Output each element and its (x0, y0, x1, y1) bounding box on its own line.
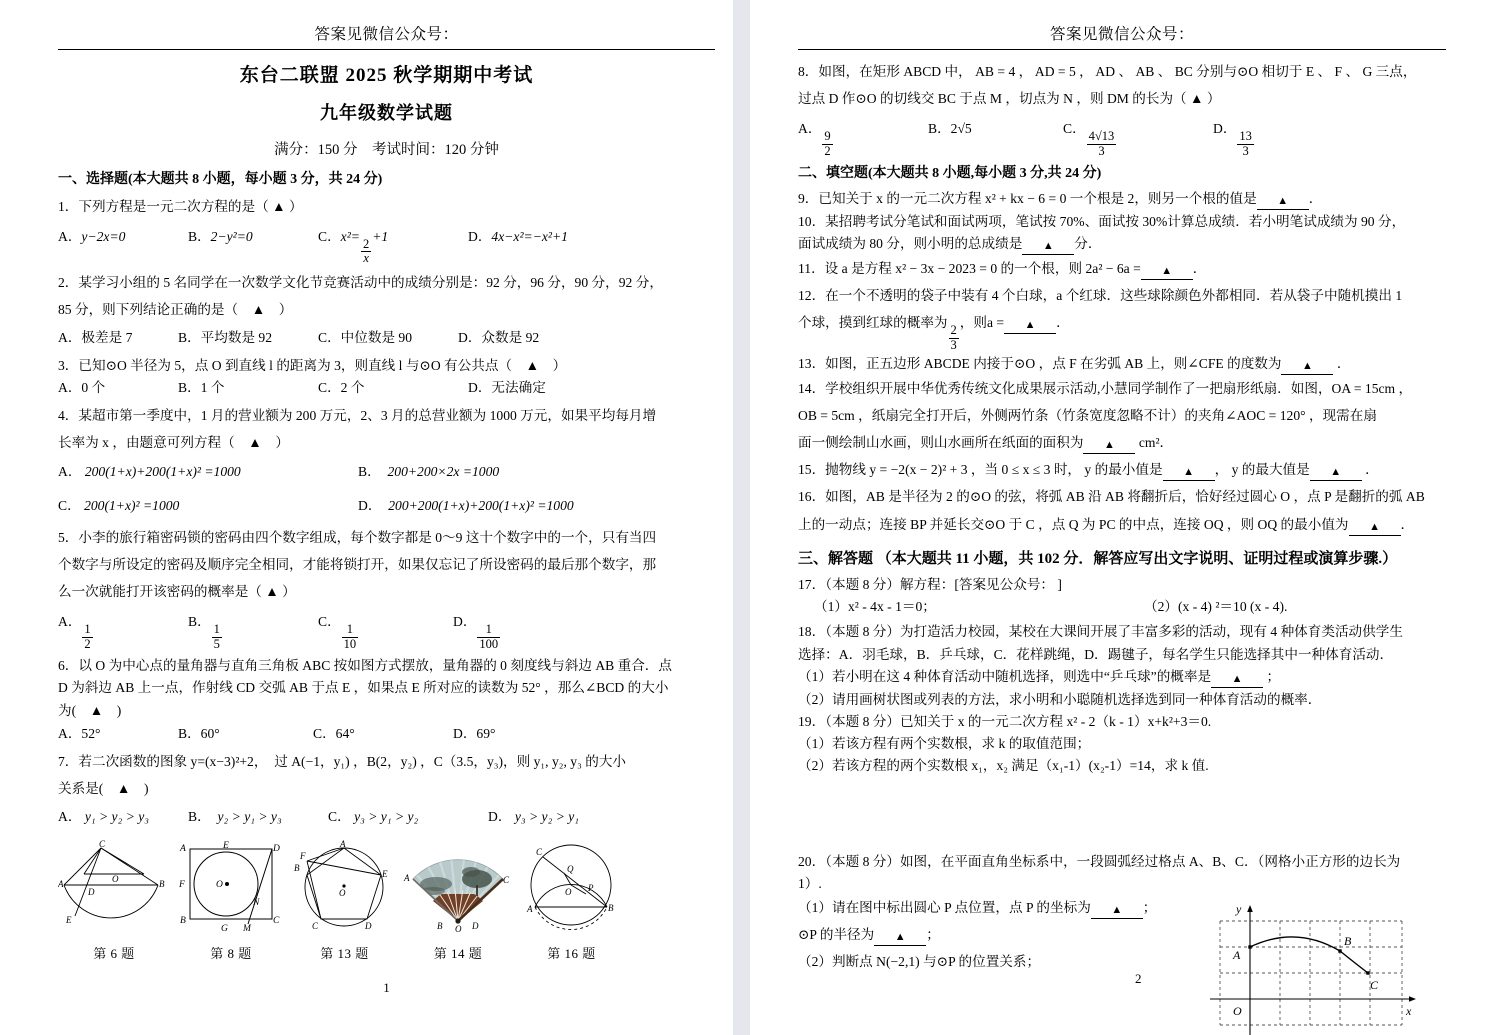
figure-q20-svg (1206, 897, 1422, 1035)
question-12-line1: 12．在一个不透明的袋子中装有 4 个白球，a 个红球．这些球除颜色外都相同．若从袋子中随机摸出 1 (798, 288, 1403, 304)
point-B-marker (1338, 949, 1341, 952)
question-20-text-col (798, 895, 1198, 976)
q8-option-c-den: 3 (1098, 143, 1105, 158)
svg-text:O: O (216, 880, 223, 891)
q8-option-d-den: 3 (1242, 143, 1249, 158)
q8-option-c-num: 4√13 (1088, 129, 1115, 144)
question-10-line1: 10．某招聘考试分笔试和面试两项，笔试按 70%、面试按 30%计算总成绩．若小明笔试成绩为 90 分， (798, 214, 1406, 230)
figure-strip (58, 839, 715, 962)
q20-part1-pre: （1）请在图中标出圆心 P 点位置，点 P 的坐标为 (798, 899, 1091, 915)
wechat-note-left: 答案见微信公众号： (314, 26, 459, 43)
question-8-stem-line1: 8．如图，在矩形 ABCD 中， AB = 4 ， AD = 5 ， AD 、 AB 、 BC 分别与⊙O 相切于 E 、 F 、 G 三点， (798, 64, 1417, 79)
figure-question-13 (292, 839, 397, 962)
q10-blank[interactable]: ▲ (1022, 239, 1074, 255)
question-1-stem: 1．下列方程是一元二次方程的是（ ▲ ） (58, 199, 303, 214)
axis-label-x: x (1406, 1003, 1412, 1018)
svg-text:A: A (404, 873, 410, 884)
svg-text:A: A (58, 879, 64, 890)
q11-blank[interactable]: ▲ (1141, 264, 1193, 280)
svg-text:C: C (99, 839, 106, 850)
question-20-part-1 (798, 895, 1198, 921)
q5-option-a-num: 1 (84, 622, 91, 637)
q5-option-d-den: 100 (479, 636, 499, 651)
svg-text:D: D (365, 921, 372, 932)
question-18-part-2: （2）请用画树状图或列表的方法，求小明和小聪随机选择选到同一种体育活动的概率． (798, 691, 1322, 707)
question-4-stem-line1: 4．某超市第一季度中，1 月的营业额为 200 万元，2、3 月的总营业额为 1000 万元，如果平均每月增 (58, 408, 657, 424)
page-gutter (733, 0, 750, 1035)
question-18-part-1 (798, 666, 1446, 688)
page-number-right: 2 (1135, 971, 1142, 986)
question-1-options: A．y−2x=0 B．2−y²=0 C．x²= $\frac{2}{x}$ +1 D．4x−x²=−x²+1 (58, 229, 568, 266)
q5-option-c-den: 10 (343, 636, 357, 651)
svg-text:G: G (221, 924, 228, 935)
page-left (0, 0, 733, 1035)
svg-text:B: B (437, 921, 443, 932)
axis-label-y: y (1236, 901, 1242, 916)
q3-option-a: A．0 个 (58, 380, 106, 396)
question-18-line2: 选择：A．羽毛球，B．乒乓球，C．花样跳绳，D．踢毽子，每名学生只能选择其中一种体育活动． (798, 646, 1394, 662)
question-14-line3 (798, 430, 1446, 456)
q12-text-pre: 个球，摸到红球的概率为 (798, 315, 948, 331)
q15-text-pre: 15．抛物线 y = −2(x − 2)² + 3 ，当 0 ≤ x ≤ 3 时， y 的最小值是 (798, 462, 1163, 478)
question-8-stem-line2: 过点 D 作⊙O 的切线交 BC 于点 M ，切点为 N ，则 DM 的长为（ ▲ ） (798, 91, 1221, 107)
svg-text:A: A (340, 839, 346, 850)
svg-text:D: D (88, 887, 95, 898)
figure-question-8 (176, 839, 286, 962)
question-14-line1: 14．学校组织开展中华优秀传统文化成果展示活动,小慧同学制作了一把扇形纸扇．如图，OA = 15cm ， (798, 381, 1413, 397)
question-7-stem-line1: 7．若二次函数的图象 y=(x−3)²+2， 过 A(−1，y₁) ，B(2，y₂) ，C（3.5，y₃)，则 y₁, y₂, y₃ 的大小 (58, 753, 627, 769)
q2-option-c: C．中位数是 90 (318, 330, 413, 346)
svg-text:A: A (180, 844, 186, 855)
question-19-part-2: （2）若该方程的两个实数根 x₁，x₂ 满足（x₁-1）(x₂-1）=14，求 k 值. (798, 757, 1209, 773)
page-number-left: 1 (383, 980, 390, 996)
question-6-stem-line3: 为( ▲ ) (58, 702, 122, 718)
svg-text:C: C (312, 921, 319, 932)
svg-text:O: O (339, 888, 346, 899)
question-19-stem: 19．（本题 8 分）已知关于 x 的一元二次方程 x² - 2（k - 1）x+k²+3＝0. (798, 713, 1212, 729)
q6-option-b: B．60° (178, 725, 220, 741)
svg-text:C: C (273, 916, 280, 927)
q1-option-c-tail: +1 (372, 229, 389, 245)
question-17-parts (798, 596, 1446, 618)
figure-q13-svg (292, 839, 397, 935)
figure-question-20 (1198, 895, 1422, 1035)
svg-text:O: O (112, 874, 119, 885)
question-20-part-2: （2）判断点 N(−2,1) 与⊙P 的位置关系； (798, 954, 1041, 970)
question-18-line1: 18．（本题 8 分）为打造活力校园，某校在大课间开展了丰富多彩的活动，现有 4 种体育类活动供学生 (798, 624, 1403, 640)
q18-part1-pre: （1）若小明在这 4 种体育活动中随机选择，则选中“乒乓球”的概率是 (798, 668, 1212, 684)
q2-option-d: D．众数是 92 (458, 330, 540, 346)
svg-text:O: O (455, 924, 462, 935)
q12-blank[interactable]: ▲ (1004, 318, 1056, 334)
question-20-line2: 1）. (798, 875, 822, 891)
q1-option-c-den: x (363, 251, 369, 266)
question-16-line2: 上的一动点；连接 BP 并延长交⊙O 于 C ，点 Q 为 PC 的中点，连接 OQ ，则 OQ 的最小值为 ▲ ． (798, 512, 1446, 538)
q3-option-b: B．1 个 (178, 380, 225, 396)
figure-question-14 (403, 839, 513, 962)
q2-option-b: B．平均数是 92 (178, 330, 273, 346)
question-8-options: A． $\frac{9}{2}$ B．2√5 C． $\frac{4√13}{3}$ D． $\frac{13}{3}$ (798, 121, 1252, 158)
q20-part1-post: ； (1142, 899, 1157, 915)
q18-part1-post: ； (1266, 668, 1281, 684)
section-heading-choice: 一、选择题(本大题共 8 小题，每小题 3 分，共 24 分) (58, 172, 383, 187)
q4-option-a: 200(1+x)+200(1+x)² =1000 (84, 464, 241, 480)
figure-q8-svg (176, 839, 286, 935)
q6-option-c: C．64° (313, 725, 355, 741)
question-5-stem-line1: 5．小李的旅行箱密码锁的密码由四个数字组成，每个数字都是 0～9 这十个数字中的一个，只有当四 (58, 530, 657, 546)
svg-text:E: E (382, 869, 388, 880)
svg-text:F: F (179, 880, 185, 891)
q9-text: 9．已知关于 x 的一元二次方程 x² + kx − 6 = 0 一个根是 2，则另一个根的值是 (798, 191, 1257, 207)
q1-option-b: 2−y²=0 (210, 229, 253, 245)
figure-caption-q13: 第 13 题 (320, 946, 369, 962)
q1-option-c-num: 2 (362, 236, 370, 251)
q17-part-2: （2）(x - 4) ²＝10 (x - 4). (1144, 598, 1288, 614)
q4-option-b: 200+200×2x =1000 (387, 464, 500, 480)
question-12-line2: 个球，摸到红球的概率为 $\frac{2}{3}$ ，则a = ▲ ． (798, 315, 1070, 352)
figure-question-16 (519, 839, 624, 962)
figure-q6-svg (58, 839, 170, 935)
q1-option-c-lead: x²= (340, 229, 360, 245)
answer-space-q19 (798, 777, 1446, 851)
q7-option-a: y₁ > y₂ > y₃ (84, 808, 150, 824)
q12-prob-den: 3 (950, 337, 957, 352)
exam-subtitle: 九年级数学试题 (320, 103, 453, 123)
point-B-label: B (1344, 933, 1352, 948)
svg-text:B: B (294, 863, 300, 874)
q7-option-c: y₃ > y₁ > y₂ (354, 808, 419, 824)
exam-title: 东台二联盟 2025 秋学期期中考试 (239, 65, 534, 86)
svg-text:B: B (180, 916, 186, 927)
svg-text:E: E (66, 915, 72, 926)
q20-radius-post: ； (926, 927, 940, 943)
svg-text:B: B (608, 903, 614, 914)
section-heading-fill: 二、填空题(本大题共 8 小题,每小题 3 分,共 24 分) (798, 166, 1102, 182)
question-4-stem-line2: 长率为 x ，由题意可列方程（ ▲ ） (58, 435, 289, 451)
wechat-note-right: 答案见微信公众号： (1049, 26, 1194, 43)
svg-text:A: A (527, 904, 533, 915)
question-5-stem-line3: 么一次就能打开该密码的概率是（ ▲ ） (58, 584, 296, 600)
question-10-line2 (798, 233, 1446, 255)
q5-option-b-den: 5 (213, 636, 220, 651)
question-17-stem: 17．（本题 8 分）解方程：[答案见公众号： ] (798, 576, 1062, 592)
point-C-marker (1366, 971, 1369, 974)
q5-option-c-num: 1 (342, 623, 359, 638)
question-2-stem-line1: 2．某学习小组的 5 名同学在一次数学文化节竞赛活动中的成绩分别是：92 分，96 分，90 分，92 分， (58, 275, 663, 290)
q17-part-1: （1）x² - 4x - 1＝0； (814, 598, 936, 614)
question-6-options (58, 722, 715, 745)
question-6-stem-line1: 6．以 O 为中心点的量角器与直角三角板 ABC 按如图方式摆放，量角器的 0 刻度线与斜边 AB 重合．点 (58, 658, 672, 674)
page-right (750, 0, 1486, 1035)
q5-option-d-num: 1 (477, 623, 500, 638)
q16-blank[interactable]: ▲ (1349, 520, 1401, 536)
q20-radius-pre: ⊙P 的半径为 (798, 927, 875, 943)
question-7-options: A． y₁ > y₂ > y₃ B． y₂ > y₁ > y₃ C． y₃ > y₁ > y₂ D． y₃ > y₂ > y₁ (58, 808, 580, 824)
question-4-options-row2: C． 200(1+x)² =1000 D． 200+200(1+x)+200(1+x)² =1000 (58, 498, 574, 514)
section-heading-solve: 三、解答题 （本大题共 11 小题，共 102 分．解答应写出文字说明、证明过程或演算步骤.） (798, 550, 1398, 567)
q6-option-a: A．52° (58, 725, 101, 741)
svg-text:M: M (243, 924, 251, 935)
q6-option-d: D．69° (453, 725, 496, 741)
svg-text:F: F (300, 851, 306, 862)
question-7-stem-line2: 关系是( ▲ ) (58, 780, 149, 796)
svg-text:D: D (273, 844, 280, 855)
svg-text:E: E (223, 841, 229, 852)
question-20-body (798, 895, 1446, 1035)
q15-blank-max[interactable]: ▲ (1310, 465, 1362, 481)
q12-prob-num: 2 (950, 323, 957, 338)
q5-option-a-den: 2 (84, 636, 91, 651)
figure-caption-q14: 第 14 题 (433, 946, 483, 962)
point-A-marker (1248, 945, 1251, 948)
q15-text-mid: ， y 的最大值是 (1214, 462, 1310, 478)
svg-text:Q: Q (567, 864, 574, 875)
svg-text:C: C (536, 847, 543, 858)
q9-blank[interactable]: ▲ (1257, 194, 1309, 210)
figure-caption-q8: 第 8 题 (210, 946, 252, 962)
q3-option-d: D．无法确定 (468, 380, 546, 396)
q3-option-c: C．2 个 (318, 380, 365, 396)
q4-option-d: 200+200(1+x)+200(1+x)² =1000 (388, 498, 574, 514)
exam-meta: 满分：150 分 考试时间：120 分钟 (274, 142, 499, 158)
figure-caption-q6: 第 6 题 (93, 946, 135, 962)
q7-option-b: y₂ > y₁ > y₃ (217, 808, 282, 824)
question-5-stem-line2: 个数字与所设定的密码及顺序完全相同，才能将锁打开，如果仅忘记了所设密码的最后那个数字，那 (58, 557, 657, 573)
question-4-options-row1: A． 200(1+x)+200(1+x)² =1000 B． 200+200×2x =1000 (58, 464, 500, 480)
question-11: 11．设 a 是方程 x² − 3x − 2023 = 0 的一个根，则 2a² − 6a = ▲ ． (798, 256, 1446, 282)
svg-text:P: P (588, 883, 594, 894)
header-rule-left (58, 49, 715, 50)
question-16-line1: 16．如图，AB 是半径为 2 的⊙O 的弦，将弧 AB 沿 AB 将翻折后，恰好经过圆心 O ，点 P 是翻折的弧 AB (798, 489, 1425, 505)
svg-text:B: B (159, 879, 165, 890)
q14-blank[interactable]: ▲ (1083, 438, 1135, 454)
q13-text: 13．如图，正五边形 ABCDE 内接于⊙O ，点 F 在劣弧 AB 上，则∠CFE 的度数为 (798, 356, 1282, 372)
q11-text: 11．设 a 是方程 x² − 3x − 2023 = 0 的一个根，则 2a² − 6a = (798, 261, 1141, 277)
svg-text:N: N (253, 898, 260, 909)
q16-text-pre: 上的一动点；连接 BP 并延长交⊙O 于 C ，点 Q 为 PC 的中点，连接 OQ ，则 OQ 的最小值为 (798, 516, 1349, 532)
origin-label: O (1233, 1003, 1242, 1018)
question-9: 9．已知关于 x 的一元二次方程 x² + kx − 6 = 0 一个根是 2，则另一个根的值是 ▲ ． (798, 188, 1446, 210)
question-2-options (58, 324, 715, 351)
q8-option-a-den: 2 (824, 143, 831, 158)
question-2-stem-line2: 85 分，则下列结论正确的是（ ▲ ） (58, 302, 293, 318)
question-3-options (58, 377, 715, 399)
question-20-line1: 20．（本题 8 分）如图，在平面直角坐标系中，一段圆弧经过格点 A、B、C．（网格小正方形的边长为 (798, 853, 1401, 869)
q13-blank[interactable]: ▲ (1281, 359, 1333, 375)
q8-option-d-num: 13 (1239, 129, 1252, 144)
question-14-line2: OB = 5cm ，纸扇完全打开后，外侧两竹条（竹条宽度忽略不计）的夹角∠AOC = 120° ，现需在扇 (798, 408, 1377, 424)
q1-option-d: 4x−x²=−x²+1 (491, 229, 568, 245)
question-15: 15．抛物线 y = −2(x − 2)² + 3 ，当 0 ≤ x ≤ 3 时， y 的最小值是 ▲ ， y 的最大值是 ▲ ． (798, 457, 1446, 483)
q8-option-a-num: 9 (824, 129, 831, 144)
svg-text:O: O (565, 887, 572, 898)
figure-q16-svg (519, 839, 624, 935)
point-C-label: C (1370, 977, 1379, 992)
q20-blank-radius[interactable]: ▲ (874, 930, 926, 946)
header-rule-right (798, 49, 1446, 50)
question-5-options: A． $\frac{1}{2}$ B． $\frac{1}{5}$ C． $\frac{1}{10}$ D． $\frac{1}{100}$ (58, 614, 499, 651)
q20-blank-coord[interactable]: ▲ (1091, 903, 1143, 919)
q10-text-post: 分． (1074, 236, 1102, 252)
q5-option-b-num: 1 (213, 622, 220, 637)
q10-text-pre: 面试成绩为 80 分，则小明的总成绩是 (798, 236, 1023, 252)
q14-text-post: cm²． (1138, 435, 1174, 451)
question-20-radius (798, 922, 1198, 948)
figure-caption-q16: 第 16 题 (547, 946, 596, 962)
q12-text-mid: ，则a = (959, 315, 1005, 331)
q4-option-c: 200(1+x)² =1000 (84, 498, 180, 514)
figure-question-6 (58, 839, 170, 962)
q18-blank[interactable]: ▲ (1211, 672, 1263, 688)
q1-option-a: y−2x=0 (81, 229, 126, 245)
svg-text:D: D (472, 921, 479, 932)
question-3-stem: 3．已知⊙O 半径为 5，点 O 到直线 l 的距离为 3，则直线 l 与⊙O 有公共点（ ▲ ） (58, 358, 567, 374)
q2-option-a: A．极差是 7 (58, 330, 133, 346)
question-19-part-1: （1）若该方程有两个实数根，求 k 的取值范围； (798, 735, 1091, 751)
q14-text-pre: 面一侧绘制山水画，则山水画所在纸面的面积为 (798, 435, 1084, 451)
question-13: 13．如图，正五边形 ABCDE 内接于⊙O ，点 F 在劣弧 AB 上，则∠CFE 的度数为 ▲ ． (798, 353, 1446, 375)
figure-q14-svg (403, 839, 513, 935)
svg-text:C: C (503, 875, 510, 886)
point-A-label: A (1233, 947, 1241, 962)
q7-option-d: y₃ > y₂ > y₁ (514, 808, 580, 824)
question-6-stem-line2: D 为斜边 AB 上一点，作射线 CD 交弧 AB 于点 E ，如果点 E 所对应的读数为 52° ，那么∠BCD 的大小 (58, 680, 669, 696)
q15-blank-min[interactable]: ▲ (1163, 465, 1215, 481)
q8-option-b: 2√5 (950, 121, 972, 137)
